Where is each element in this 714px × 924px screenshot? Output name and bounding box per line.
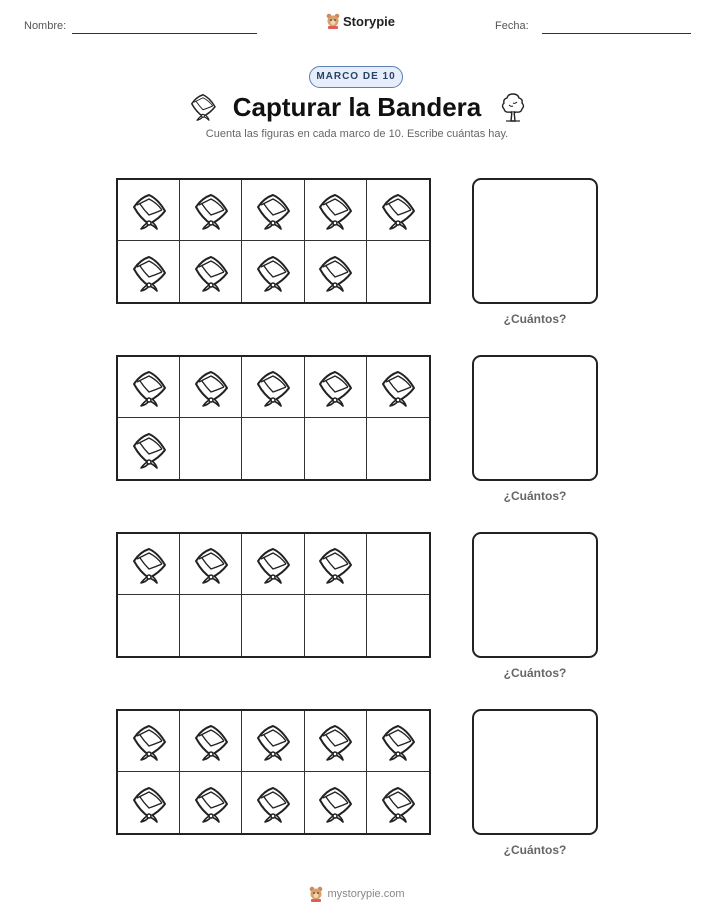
ten-frame-cell xyxy=(180,595,242,656)
ten-frame-cell xyxy=(242,595,304,656)
bandana-icon xyxy=(129,721,169,761)
ten-frame-cell xyxy=(367,711,429,772)
bandana-icon xyxy=(315,190,355,230)
bandana-icon xyxy=(315,544,355,584)
instructions: Cuenta las figuras en cada marco de 10. Escribe cuántas hay. xyxy=(205,128,509,140)
ten-frame-cell xyxy=(242,534,304,595)
bandana-icon xyxy=(315,783,355,823)
bandana-icon xyxy=(253,783,293,823)
answer-box[interactable] xyxy=(472,532,598,658)
ten-frame-cell xyxy=(367,595,429,656)
date-label: Fecha: xyxy=(495,20,529,32)
ten-frame-cell xyxy=(180,357,242,418)
ten-frame-cell xyxy=(305,772,367,833)
ten-frame-cell xyxy=(118,418,180,479)
ten-frame-cell xyxy=(242,711,304,772)
bandana-icon xyxy=(253,190,293,230)
bandana-icon xyxy=(129,429,169,469)
ten-frame-cell xyxy=(305,534,367,595)
answer-label: ¿Cuántos? xyxy=(503,666,567,680)
ten-frame-cell xyxy=(242,418,304,479)
ten-frame-cell xyxy=(180,180,242,241)
ten-frame-cell xyxy=(180,772,242,833)
ten-frame-cell xyxy=(180,534,242,595)
bandana-icon xyxy=(378,367,418,407)
ten-frame-cell xyxy=(305,418,367,479)
ten-frame-cell xyxy=(118,595,180,656)
bear-logo-icon xyxy=(326,13,340,29)
ten-frame-cell xyxy=(367,357,429,418)
bear-logo-icon xyxy=(309,886,323,902)
ten-frame-cell xyxy=(118,772,180,833)
ten-frame-cell xyxy=(118,711,180,772)
ten-frame-cell xyxy=(367,180,429,241)
bandana-icon xyxy=(315,721,355,761)
ten-frame-cell xyxy=(367,772,429,833)
ten-frame-cell xyxy=(305,711,367,772)
bandana-icon xyxy=(315,252,355,292)
ten-frame-cell xyxy=(242,357,304,418)
bandana-icon xyxy=(129,252,169,292)
ten-frame-cell xyxy=(305,180,367,241)
bandana-icon xyxy=(253,721,293,761)
answer-label: ¿Cuántos? xyxy=(503,843,567,857)
bandana-icon xyxy=(378,721,418,761)
bandana-icon xyxy=(191,721,231,761)
ten-frame-cell xyxy=(242,772,304,833)
page-title: Capturar la Bandera xyxy=(232,92,482,122)
footer xyxy=(0,886,714,902)
answer-box[interactable] xyxy=(472,178,598,304)
footer-url: mystorypie.com xyxy=(327,888,405,900)
bandana-icon xyxy=(191,544,231,584)
bandana-icon xyxy=(129,367,169,407)
bandana-icon xyxy=(253,544,293,584)
bandana-icon xyxy=(191,367,231,407)
bandana-icon xyxy=(253,367,293,407)
ten-frame-cell xyxy=(180,241,242,302)
brand-logo xyxy=(326,13,395,29)
ten-frame-cell xyxy=(367,241,429,302)
bandana-icon xyxy=(191,783,231,823)
ten-frame-cell xyxy=(118,357,180,418)
ten-frame xyxy=(116,178,431,304)
ten-frame xyxy=(116,355,431,481)
ten-frame-cell xyxy=(305,357,367,418)
bandana-icon xyxy=(315,367,355,407)
ten-frame-cell xyxy=(180,418,242,479)
bandana-icon xyxy=(129,544,169,584)
ten-frame-cell xyxy=(242,241,304,302)
ten-frame-cell xyxy=(118,534,180,595)
name-line[interactable] xyxy=(72,33,257,34)
ten-frame xyxy=(116,532,431,658)
ten-frame-cell xyxy=(305,595,367,656)
answer-label: ¿Cuántos? xyxy=(503,312,567,326)
name-label: Nombre: xyxy=(24,20,67,32)
ten-frame-cell xyxy=(118,180,180,241)
answer-label: ¿Cuántos? xyxy=(503,489,567,503)
bandana-icon xyxy=(191,190,231,230)
bandana-icon xyxy=(253,252,293,292)
bandana-icon xyxy=(129,783,169,823)
ten-frame-cell xyxy=(118,241,180,302)
ten-frame-cell xyxy=(367,534,429,595)
date-line[interactable] xyxy=(542,33,691,34)
bandana-icon xyxy=(129,190,169,230)
brand-name: Storypie xyxy=(343,13,396,29)
ten-frame-cell xyxy=(180,711,242,772)
ten-frame-cell xyxy=(367,418,429,479)
ten-frame xyxy=(116,709,431,835)
ten-frame-cell xyxy=(305,241,367,302)
worksheet-badge: MARCO DE 10 xyxy=(309,66,403,88)
tree-icon xyxy=(499,91,527,123)
bandana-icon xyxy=(191,252,231,292)
answer-box[interactable] xyxy=(472,355,598,481)
ten-frame-cell xyxy=(242,180,304,241)
bandana-icon xyxy=(378,783,418,823)
bandana-icon xyxy=(378,190,418,230)
answer-box[interactable] xyxy=(472,709,598,835)
